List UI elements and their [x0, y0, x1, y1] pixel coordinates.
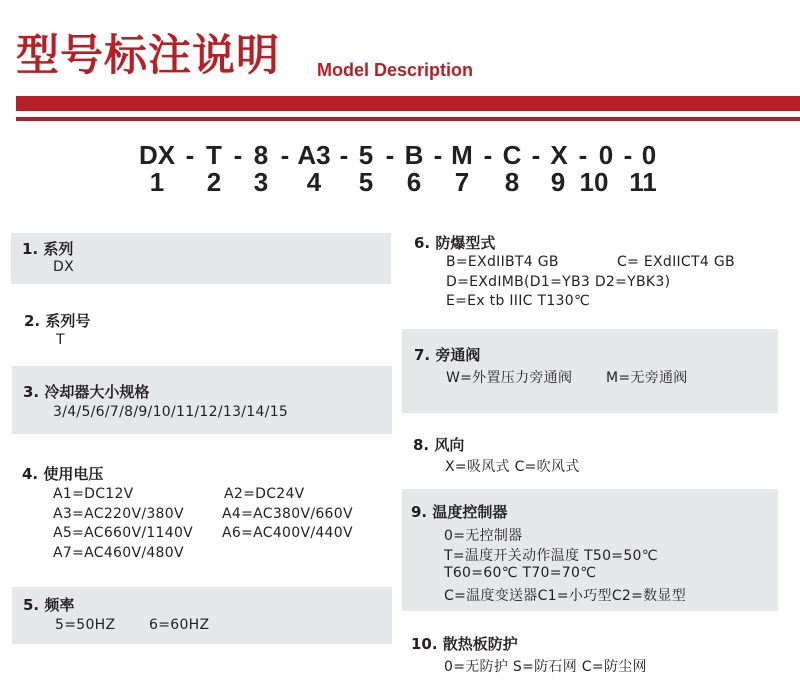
bypass-option: M=无旁通阀 [606, 370, 688, 386]
code-dash: - [483, 140, 493, 170]
section-3-cooler-size [12, 366, 392, 434]
bypass-option: W=外置压力旁通阀 [446, 370, 573, 386]
code-seg: X [550, 140, 568, 170]
explosion-option: E=Ex tb IIIC T130℃ [446, 293, 590, 309]
code-dash: - [578, 140, 588, 170]
page-title-en: Model Description [317, 60, 474, 80]
voltage-option: A5=AC660V/1140V [53, 525, 194, 541]
controller-option: 0=无控制器 [444, 528, 523, 544]
section-value: 3/4/5/6/7/8/9/10/11/12/13/14/15 [53, 404, 289, 420]
section-value: T [56, 332, 65, 348]
section-heading: 8. 风向 [413, 436, 465, 454]
code-index: 11 [629, 167, 657, 197]
explosion-option: D=EXdIMB(D1=YB3 D2=YBK3) [446, 274, 671, 290]
frequency-option: 6=60HZ [149, 617, 210, 633]
section-2-series-number [11, 305, 391, 350]
code-dash: - [433, 140, 443, 170]
code-dash: - [280, 140, 290, 170]
code-seg: T [206, 140, 222, 170]
explosion-option: C= EXdIICT4 GB [617, 254, 735, 270]
section-heading: 10. 散热板防护 [411, 635, 518, 653]
voltage-option: A7=AC460V/480V [53, 545, 184, 561]
section-4-voltage [11, 458, 391, 568]
code-index: 2 [206, 167, 222, 197]
voltage-option: A3=AC220V/380V [53, 506, 184, 522]
section-value: DX [53, 259, 74, 275]
code-seg: 0 [641, 140, 657, 170]
code-seg: 8 [253, 140, 269, 170]
code-index: 6 [406, 167, 422, 197]
voltage-option: A1=DC12V [53, 486, 134, 502]
section-1-series [11, 233, 391, 284]
section-heading: 9. 温度控制器 [411, 503, 508, 521]
code-seg: M [451, 140, 473, 170]
code-seg: DX [138, 140, 176, 170]
wind-option: X=吸风式 C=吹风式 [445, 459, 580, 475]
header-bar-thin [16, 117, 800, 121]
section-heading: 2. 系列号 [24, 312, 91, 330]
voltage-option: A6=AC400V/440V [222, 525, 353, 541]
section-7-bypass-valve [402, 329, 778, 413]
code-seg: 0 [598, 140, 614, 170]
code-index: 3 [253, 167, 269, 197]
section-heading: 1. 系列 [22, 240, 74, 258]
code-index: 8 [504, 167, 520, 197]
section-heading: 5. 频率 [23, 596, 75, 614]
code-seg: B [404, 140, 424, 170]
explosion-option: B=EXdIIBT4 GB [446, 254, 559, 270]
code-seg: 5 [358, 140, 374, 170]
section-heading: 7. 旁通阀 [414, 346, 481, 364]
code-seg: C [502, 140, 522, 170]
code-index: 1 [149, 167, 165, 197]
code-index: 9 [550, 167, 566, 197]
header-bar-thick [16, 96, 800, 111]
code-index: 10 [579, 167, 609, 197]
controller-option: C=温度变送器C1=小巧型C2=数显型 [444, 588, 687, 604]
code-index: 4 [306, 167, 322, 197]
controller-option: T60=60℃ T70=70℃ [444, 565, 597, 581]
code-dash: - [185, 140, 195, 170]
code-index: 7 [454, 167, 470, 197]
frequency-option: 5=50HZ [55, 617, 116, 633]
code-dash: - [623, 140, 633, 170]
section-9-temperature-controller [402, 489, 778, 611]
section-8-wind-direction [402, 430, 778, 480]
page-title-cn: 型号标注说明 [16, 31, 280, 81]
section-6-explosion-proof [402, 228, 780, 313]
code-seg: A3 [297, 140, 331, 170]
code-dash: - [385, 140, 395, 170]
voltage-option: A2=DC24V [224, 486, 305, 502]
code-dash: - [531, 140, 541, 170]
code-dash: - [339, 140, 349, 170]
code-dash: - [233, 140, 243, 170]
section-5-frequency [12, 587, 392, 644]
section-heading: 6. 防爆型式 [414, 234, 496, 252]
voltage-option: A4=AC380V/660V [222, 506, 353, 522]
protection-option: 0=无防护 S=防石网 C=防尘网 [444, 659, 647, 675]
section-heading: 3. 冷却器大小规格 [23, 383, 150, 401]
section-10-heatsink-protection [402, 628, 778, 683]
code-index: 5 [358, 167, 374, 197]
section-heading: 4. 使用电压 [22, 465, 104, 483]
controller-option: T=温度开关动作温度 T50=50℃ [444, 548, 658, 564]
